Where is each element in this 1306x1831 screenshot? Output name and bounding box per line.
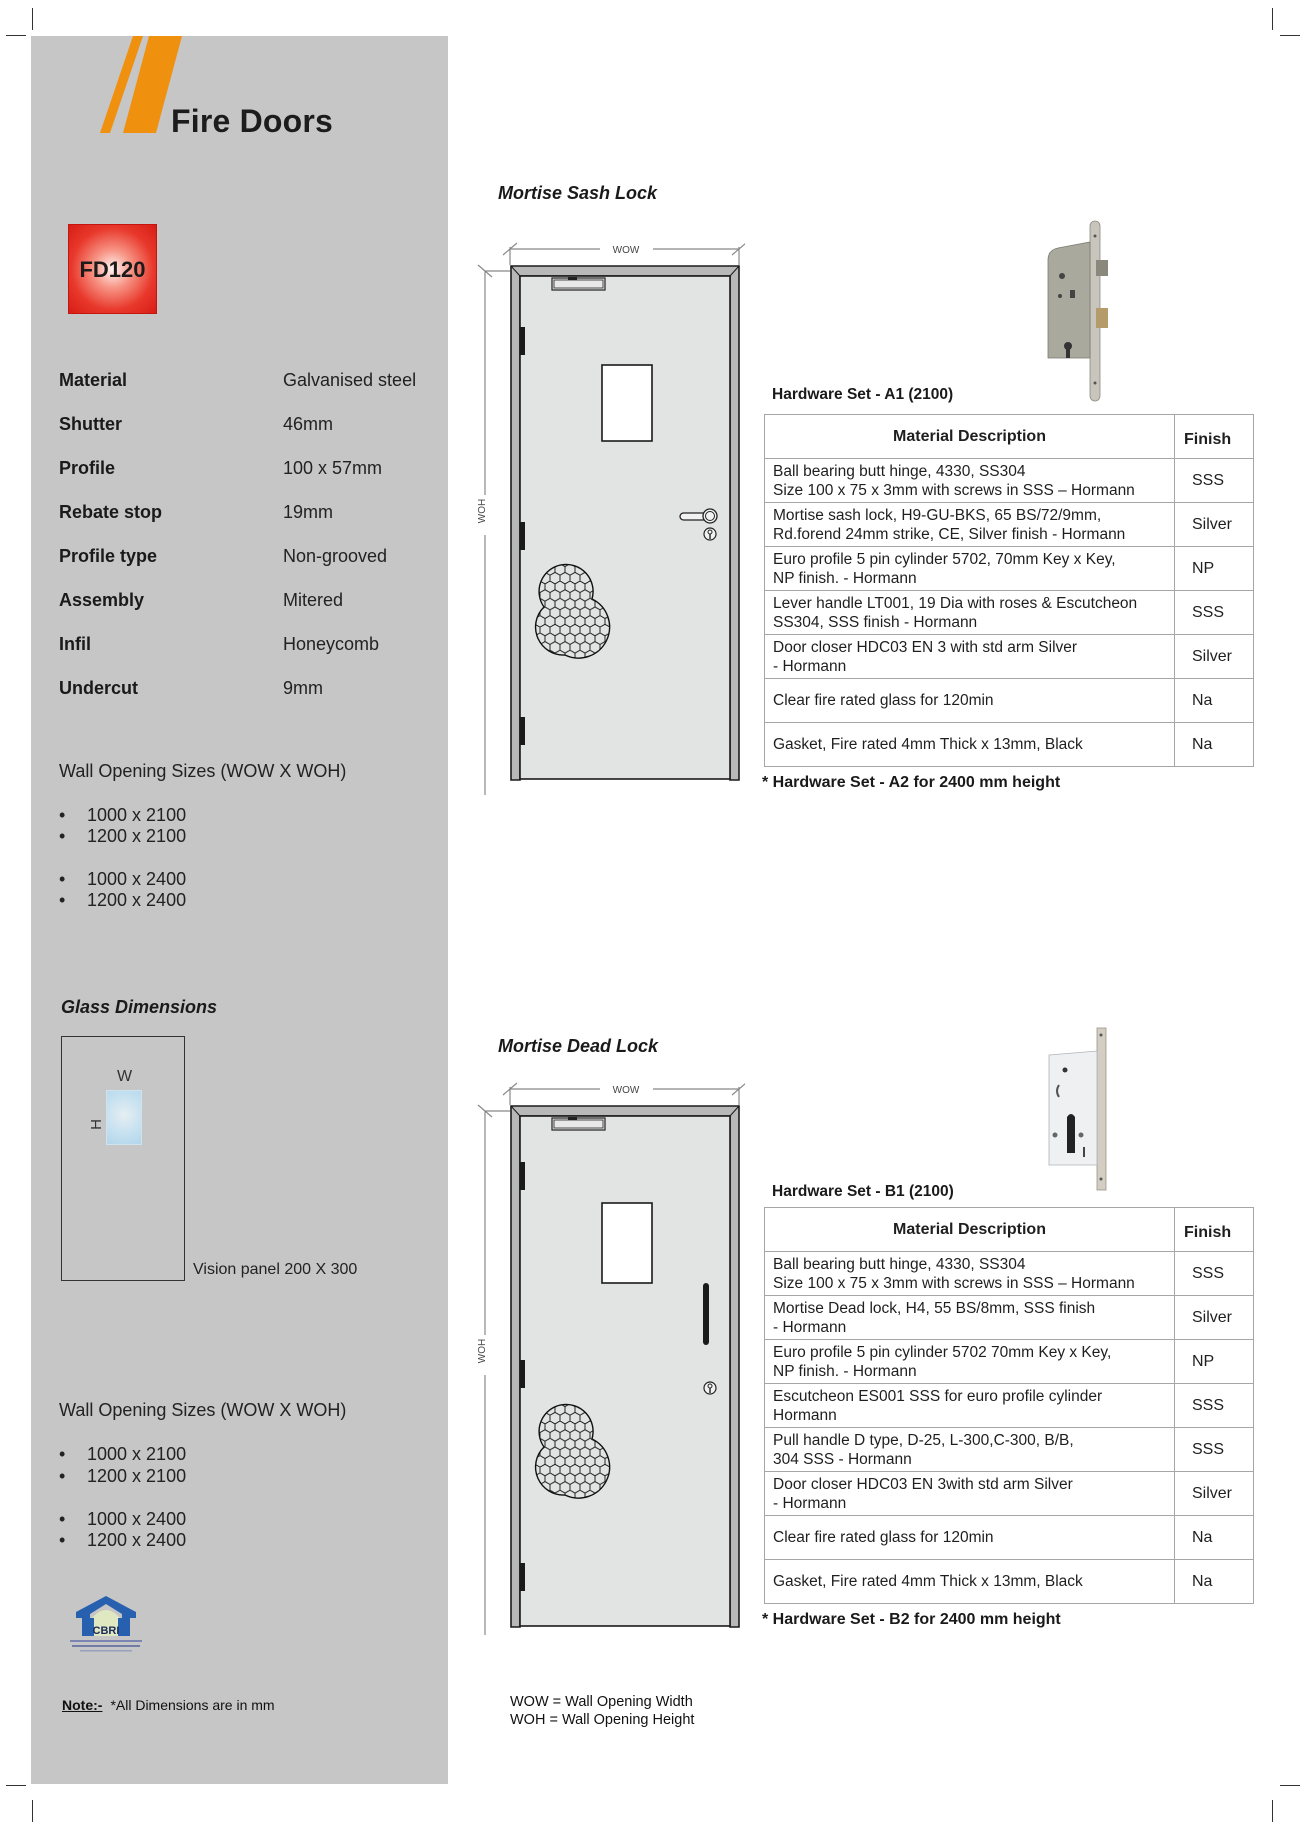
crop-mark (6, 1785, 26, 1786)
glass-width-label: W (117, 1068, 133, 1085)
spec-value: 100 x 57mm (283, 458, 383, 478)
table-header-row (765, 1208, 1254, 1252)
crop-mark (32, 8, 33, 30)
table-row (765, 723, 1254, 767)
table-row (765, 1560, 1254, 1604)
crop-mark (1272, 1800, 1273, 1822)
vision-panel-glass (106, 1090, 142, 1145)
fire-rating-badge (68, 224, 157, 314)
wall-opening-heading: Wall Opening Sizes (WOW X WOH) (59, 761, 347, 781)
crop-mark (32, 1800, 33, 1822)
table-row (765, 1340, 1254, 1384)
column-header-description: Material Description (765, 415, 1175, 459)
description-cell: Clear fire rated glass for 120min (765, 679, 1175, 723)
table-row (765, 547, 1254, 591)
spec-value: Honeycomb (283, 634, 380, 654)
finish-cell: SSS (1175, 459, 1254, 503)
spec-label: Undercut (59, 678, 139, 698)
description-cell: Escutcheon ES001 SSS for euro profile cylinder Hormann (765, 1384, 1175, 1428)
description-cell: Lever handle LT001, 19 Dia with roses & Escutcheon SS304, SSS finish - Hormann (765, 591, 1175, 635)
spec-value: Galvanised steel (283, 370, 417, 390)
crop-mark (6, 35, 26, 36)
finish-cell: SSS (1175, 591, 1254, 635)
description-cell: Gasket, Fire rated 4mm Thick x 13mm, Black (765, 1560, 1175, 1604)
legend-woh: WOH = Wall Opening Height (510, 1712, 695, 1728)
description-cell: Door closer HDC03 EN 3 with std arm Silver - Hormann (765, 635, 1175, 679)
spec-label: Profile (59, 458, 116, 478)
description-cell: Euro profile 5 pin cylinder 5702 70mm Key x Key, NP finish. - Hormann (765, 1340, 1175, 1384)
spec-value: Non-grooved (283, 546, 388, 566)
dimensions-note (62, 1697, 275, 1713)
description-cell: Door closer HDC03 EN 3with std arm Silver - Hormann (765, 1472, 1175, 1516)
glass-height-label: H (87, 1119, 105, 1130)
table-row (765, 679, 1254, 723)
hardware-set-a1-table (764, 414, 1254, 767)
spec-label: Rebate stop (59, 502, 163, 522)
mortise-dead-lock-heading: Mortise Dead Lock (498, 1036, 659, 1056)
glass-dimensions-heading: Glass Dimensions (61, 997, 218, 1017)
fire-rating-label: FD120 (79, 257, 146, 282)
column-header-description: Material Description (765, 1208, 1175, 1252)
table-row (765, 1252, 1254, 1296)
finish-cell: SSS (1175, 1252, 1254, 1296)
description-cell: Ball bearing butt hinge, 4330, SS304 Size 100 x 75 x 3mm with screws in SSS – Hormann (765, 459, 1175, 503)
table-row (765, 591, 1254, 635)
finish-cell: SSS (1175, 1384, 1254, 1428)
hardware-set-b2-footnote: * Hardware Set - B2 for 2400 mm height (762, 1611, 1061, 1628)
description-cell: Euro profile 5 pin cylinder 5702, 70mm Key x Key, NP finish. - Hormann (765, 547, 1175, 591)
svg-text:WOH: WOH (477, 1338, 488, 1364)
hardware-set-a1-title: Hardware Set - A1 (2100) (772, 386, 954, 403)
description-cell: Gasket, Fire rated 4mm Thick x 13mm, Black (765, 723, 1175, 767)
svg-text:WOH: WOH (477, 498, 488, 524)
finish-cell: Silver (1175, 1472, 1254, 1516)
hardware-set-b1-table (764, 1207, 1254, 1604)
description-cell: Mortise Dead lock, H4, 55 BS/8mm, SSS finish - Hormann (765, 1296, 1175, 1340)
column-header-finish: Finish (1175, 1208, 1254, 1252)
abbreviation-legend (510, 1693, 694, 1729)
table-row (765, 1516, 1254, 1560)
table-row (765, 459, 1254, 503)
wall-opening-heading: Wall Opening Sizes (WOW X WOH) (59, 1400, 347, 1420)
legend-wow: WOW = Wall Opening Width (510, 1694, 693, 1710)
finish-cell: SSS (1175, 1428, 1254, 1472)
svg-text:WOW: WOW (612, 1085, 640, 1096)
spec-value: Mitered (283, 590, 344, 610)
finish-cell: Na (1175, 723, 1254, 767)
table-row (765, 503, 1254, 547)
spec-label: Material (59, 370, 128, 390)
table-row (765, 635, 1254, 679)
note-text: *All Dimensions are in mm (110, 1697, 275, 1713)
spec-label: Infil (59, 634, 91, 654)
spec-label: Shutter (59, 414, 122, 434)
table-row (765, 1384, 1254, 1428)
mortise-sash-lock-image (1040, 218, 1120, 404)
table-header-row (765, 415, 1254, 459)
description-cell: Pull handle D type, D-25, L-300,C-300, B/B, 304 SSS - Hormann (765, 1428, 1175, 1472)
finish-cell: Silver (1175, 503, 1254, 547)
hardware-set-a2-footnote: * Hardware Set - A2 for 2400 mm height (762, 774, 1061, 791)
table-row (765, 1296, 1254, 1340)
description-cell: Ball bearing butt hinge, 4330, SS304 Size 100 x 75 x 3mm with screws in SSS – Hormann (765, 1252, 1175, 1296)
column-header-finish: Finish (1175, 415, 1254, 459)
table-row (765, 1472, 1254, 1516)
description-cell: Mortise sash lock, H9-GU-BKS, 65 BS/72/9mm, Rd.forend 24mm strike, CE, Silver finish - Hormann (765, 503, 1175, 547)
svg-text:WOW: WOW (612, 245, 640, 256)
finish-cell: Na (1175, 1516, 1254, 1560)
svg-text:CBRI: CBRI (92, 1625, 120, 1637)
finish-cell: Na (1175, 1560, 1254, 1604)
spec-label: Profile type (59, 546, 158, 566)
finish-cell: Na (1175, 679, 1254, 723)
finish-cell: Silver (1175, 1296, 1254, 1340)
mortise-dead-lock-image (1045, 1025, 1115, 1195)
page-title: Fire Doors (171, 103, 334, 139)
cbri-logo-icon (66, 1592, 146, 1662)
mortise-sash-lock-heading: Mortise Sash Lock (498, 183, 658, 203)
note-label: Note:- (62, 1697, 103, 1713)
door-drawing-sash-lock (465, 235, 745, 795)
door-drawing-dead-lock (465, 1075, 745, 1635)
crop-mark (1280, 1785, 1300, 1786)
finish-cell: NP (1175, 547, 1254, 591)
spec-value: 9mm (283, 678, 323, 698)
vision-panel-caption: Vision panel 200 X 300 (193, 1261, 358, 1278)
hardware-set-b1-title: Hardware Set - B1 (2100) (772, 1183, 954, 1200)
table-row (765, 1428, 1254, 1472)
crop-mark (1280, 35, 1300, 36)
crop-mark (1272, 8, 1273, 30)
finish-cell: NP (1175, 1340, 1254, 1384)
spec-label: Assembly (59, 590, 145, 610)
spec-value: 46mm (283, 414, 334, 434)
spec-value: 19mm (283, 502, 334, 522)
finish-cell: Silver (1175, 635, 1254, 679)
description-cell: Clear fire rated glass for 120min (765, 1516, 1175, 1560)
